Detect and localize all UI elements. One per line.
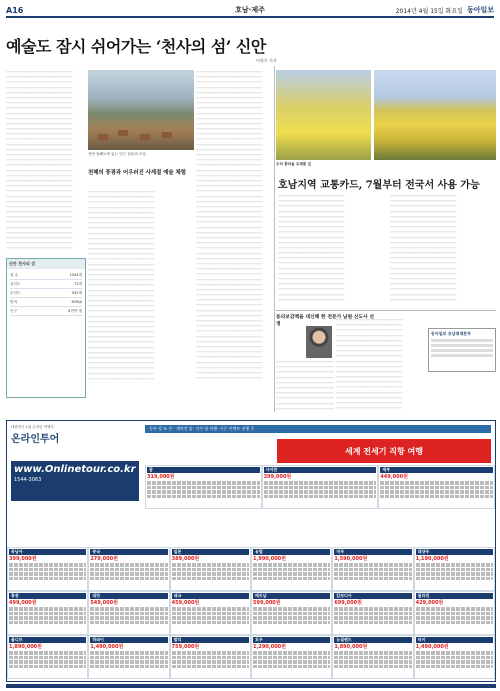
ad-url[interactable]: www.Onlinetour.co.kr	[14, 464, 136, 475]
ad-cell: 대양주 1,190,000원	[414, 547, 495, 591]
column-divider	[274, 66, 275, 412]
ad-top-grid	[145, 465, 495, 509]
ad-cell: 미주 1,590,000원	[332, 547, 413, 591]
info-row: 인구 4만여 명	[10, 307, 82, 316]
ad-banner: 동아 정 조 전 · 계약전 달· 지가 영 여행· 시즌 이벤트 진행 중	[145, 425, 491, 433]
page-number: A16	[6, 5, 24, 15]
ad-cell: 필리핀 429,000원	[414, 591, 495, 635]
article-photo-flowers-1	[276, 70, 371, 160]
ad-cell: 뉴질랜드 1,890,000원	[332, 635, 413, 679]
article-body-col2	[88, 190, 194, 390]
photo-caption-2: 우리 꽃마을 유채꽃 길	[276, 162, 311, 166]
article3-body	[336, 318, 424, 412]
info-row: 무인도 932개	[10, 289, 82, 298]
ad-grid-row	[7, 547, 495, 591]
ad-cell: 터키 1,490,000원	[414, 635, 495, 679]
footer-strip	[6, 684, 496, 688]
article-headline: 예술도 잠시 쉬어가는 ‘천사의 섬’ 신안	[6, 37, 266, 56]
article3-subhead: 동의보감책을 대신해 한 전문가 남원 신도사 선정	[276, 314, 375, 327]
photo-caption-1: 신안 압해도에 있는 인근 섬들의 모습.	[88, 152, 147, 156]
ad-cell: 호주 1,290,000원	[251, 635, 332, 679]
ad-cell: 몰디브 1,890,000원	[7, 635, 88, 679]
issue-date: 2014년 4월 15일 화요일	[395, 7, 463, 15]
masthead	[6, 4, 494, 18]
ad-brand: 온라인투어	[11, 434, 60, 445]
ad-cell: 사이판 399,000원	[262, 465, 379, 509]
contact-title: 동아일보 호남취재본부	[431, 331, 472, 336]
article-byline: 이형주 기자	[256, 58, 277, 63]
article3-body-left	[276, 360, 334, 412]
ad-logo	[11, 425, 139, 453]
paper-logo: 동아일보	[466, 6, 494, 14]
ad-cell: 일본 389,000원	[170, 547, 251, 591]
contact-box	[428, 328, 496, 372]
ad-hero: 세계 전세기 직항 여행	[277, 439, 491, 463]
article-body-col1	[6, 70, 86, 254]
article-photo-island	[88, 70, 194, 150]
info-row: 면적 655㎢	[10, 298, 82, 307]
ad-cell: 세부 449,000원	[378, 465, 495, 509]
ad-cell: 베트남 599,000원	[251, 591, 332, 635]
article-body-col3	[196, 70, 272, 390]
ad-cell: 유럽 1,990,000원	[251, 547, 332, 591]
section-title: 호남·제주	[235, 6, 265, 14]
ad-cell: 태국 459,000원	[170, 591, 251, 635]
info-box	[6, 258, 86, 398]
ad-brand-sub: 대한민국 1위 온라인 여행사	[11, 425, 54, 429]
ad-cell: 동남아 399,000원	[7, 547, 88, 591]
section-divider	[276, 310, 496, 311]
article2-headline: 호남지역 교통카드, 7월부터 전국서 사용 가능	[278, 180, 480, 191]
ad-grid-row	[7, 635, 495, 679]
ad-cell: 대만 549,000원	[88, 591, 169, 635]
info-row: 섬 수 1004개	[10, 271, 82, 280]
ad-cell: 캄보디아 699,000원	[332, 591, 413, 635]
info-row: 유인도 72개	[10, 280, 82, 289]
ad-grid-row	[7, 591, 495, 635]
person-portrait	[306, 326, 332, 358]
article-photo-flowers-2	[374, 70, 496, 160]
info-box-title: 신안 천사의 섬	[7, 259, 85, 269]
ad-phone: 1544-3063	[14, 477, 42, 483]
ad-cell: 괌 319,000원	[145, 465, 262, 509]
masthead-right	[396, 5, 494, 15]
ad-url-box	[11, 461, 139, 501]
article2-body-col2	[390, 194, 496, 306]
travel-advertisement	[6, 420, 496, 682]
article-subhead-1: 천혜의 풍광과 어우러진 사계절 예술 체험	[88, 170, 186, 176]
ad-cell: 하와이 1,490,000원	[88, 635, 169, 679]
ad-cell: 홍콩 499,000원	[7, 591, 88, 635]
ad-cell: 중국 279,000원	[88, 547, 169, 591]
ad-cell: 발리 759,000원	[170, 635, 251, 679]
article2-body-col1	[278, 194, 384, 306]
